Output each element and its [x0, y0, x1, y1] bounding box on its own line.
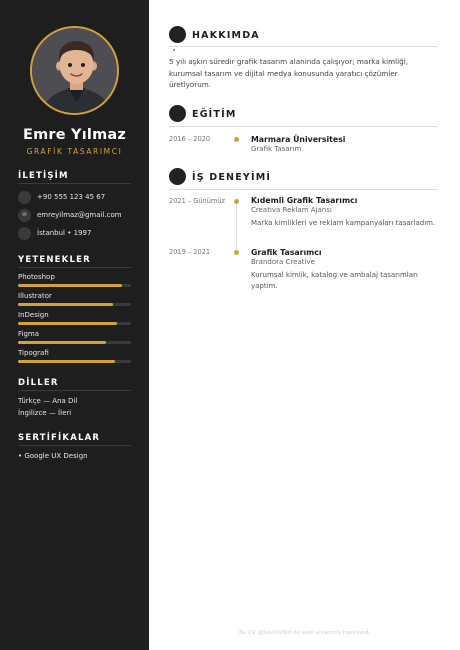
experience-section-icon: [169, 168, 186, 185]
footer-note: Bu CV @SeviCVBot ile sesli anlatımla hazırlandı: [239, 630, 370, 636]
experience-title: Grafik Tasarımcı: [251, 248, 322, 257]
email-icon: ✉: [18, 209, 31, 222]
about-section-title: HAKKIMDA: [192, 30, 260, 41]
contact-email[interactable]: [18, 208, 122, 222]
avatar-illustration: [32, 28, 119, 115]
skill-label: Figma: [18, 330, 40, 338]
experience-company: Creativa Reklam Ajansı: [251, 206, 332, 214]
experience-company: Brandora Creative: [251, 258, 315, 266]
skill-bar-fill: [18, 284, 122, 287]
experience-date: 2019 – 2021: [169, 248, 211, 256]
language-item: İngilizce — İleri: [18, 409, 72, 417]
education-field: Grafik Tasarım: [251, 145, 302, 153]
contact-location-text: İstanbul • 1997: [37, 229, 92, 237]
education-section-icon: [169, 105, 186, 122]
about-text: 5 yılı aşkın süredir grafik tasarım alanında çalışıyor; marka kimliği, kurumsal tasarım ve dijital medya konusunda yaratıcı çözümler üretiyorum.: [169, 57, 409, 90]
skill-bar-fill: [18, 322, 117, 325]
experience-description: Kurumsal kimlik, katalog ve ambalaj tasarımları yaptım.: [251, 271, 418, 290]
bullet-dot: [173, 49, 175, 51]
language-item: Türkçe — Ana Dil: [18, 397, 78, 405]
education-section-title: EĞİTİM: [192, 109, 237, 120]
contact-divider: [18, 183, 131, 184]
languages-divider: [18, 390, 131, 391]
phone-icon: [18, 191, 31, 204]
experience-title: Kıdemli Grafik Tasarımcı: [251, 196, 358, 205]
skill-bar-track: [18, 284, 131, 287]
languages-section-title: DİLLER: [18, 378, 59, 388]
skill-label: InDesign: [18, 311, 49, 319]
skill-bar-track: [18, 360, 131, 363]
education-date: 2016 – 2020: [169, 135, 211, 143]
sidebar: [0, 0, 149, 650]
education-school: Marmara Üniversitesi: [251, 135, 346, 144]
certificates-divider: [18, 445, 131, 446]
timeline-dot: [234, 137, 239, 142]
skill-bar-fill: [18, 341, 106, 344]
education-divider: [169, 126, 437, 127]
contact-email-text: emreyilmaz@gmail.com: [37, 211, 122, 219]
skill-bar-track: [18, 322, 131, 325]
skills-section-title: YETENEKLER: [18, 255, 91, 265]
skill-bar-track: [18, 341, 131, 344]
experience-date: 2021 – Günümüz: [169, 197, 225, 205]
contact-location: [18, 226, 91, 240]
contact-phone[interactable]: [18, 190, 105, 204]
about-section-icon: [169, 26, 186, 43]
location-icon: [18, 227, 31, 240]
experience-description: Marka kimlikleri ve reklam kampanyaları tasarladım.: [251, 219, 436, 227]
about-divider: [169, 46, 437, 47]
timeline-dot: [234, 250, 239, 255]
timeline-dot: [234, 199, 239, 204]
experience-section-title: İŞ DENEYİMİ: [192, 172, 272, 183]
skills-divider: [18, 267, 131, 268]
certificates-section-title: SERTİFİKALAR: [18, 433, 101, 443]
contact-section-title: İLETİŞİM: [18, 171, 69, 181]
skill-label: Illustrator: [18, 292, 52, 300]
skill-label: Tipografi: [18, 349, 49, 357]
skill-label: Photoshop: [18, 273, 55, 281]
skill-bar-fill: [18, 303, 113, 306]
certificate-item: • Google UX Design: [18, 452, 88, 460]
profile-name: Emre Yılmaz: [22, 127, 127, 143]
avatar: [30, 26, 119, 115]
profile-role: GRAFİK TASARIMCI: [26, 147, 123, 156]
timeline-line: [236, 203, 237, 251]
skill-bar-fill: [18, 360, 115, 363]
contact-phone-text: +90 555 123 45 67: [37, 193, 106, 201]
skill-bar-track: [18, 303, 131, 306]
experience-divider: [169, 189, 437, 190]
